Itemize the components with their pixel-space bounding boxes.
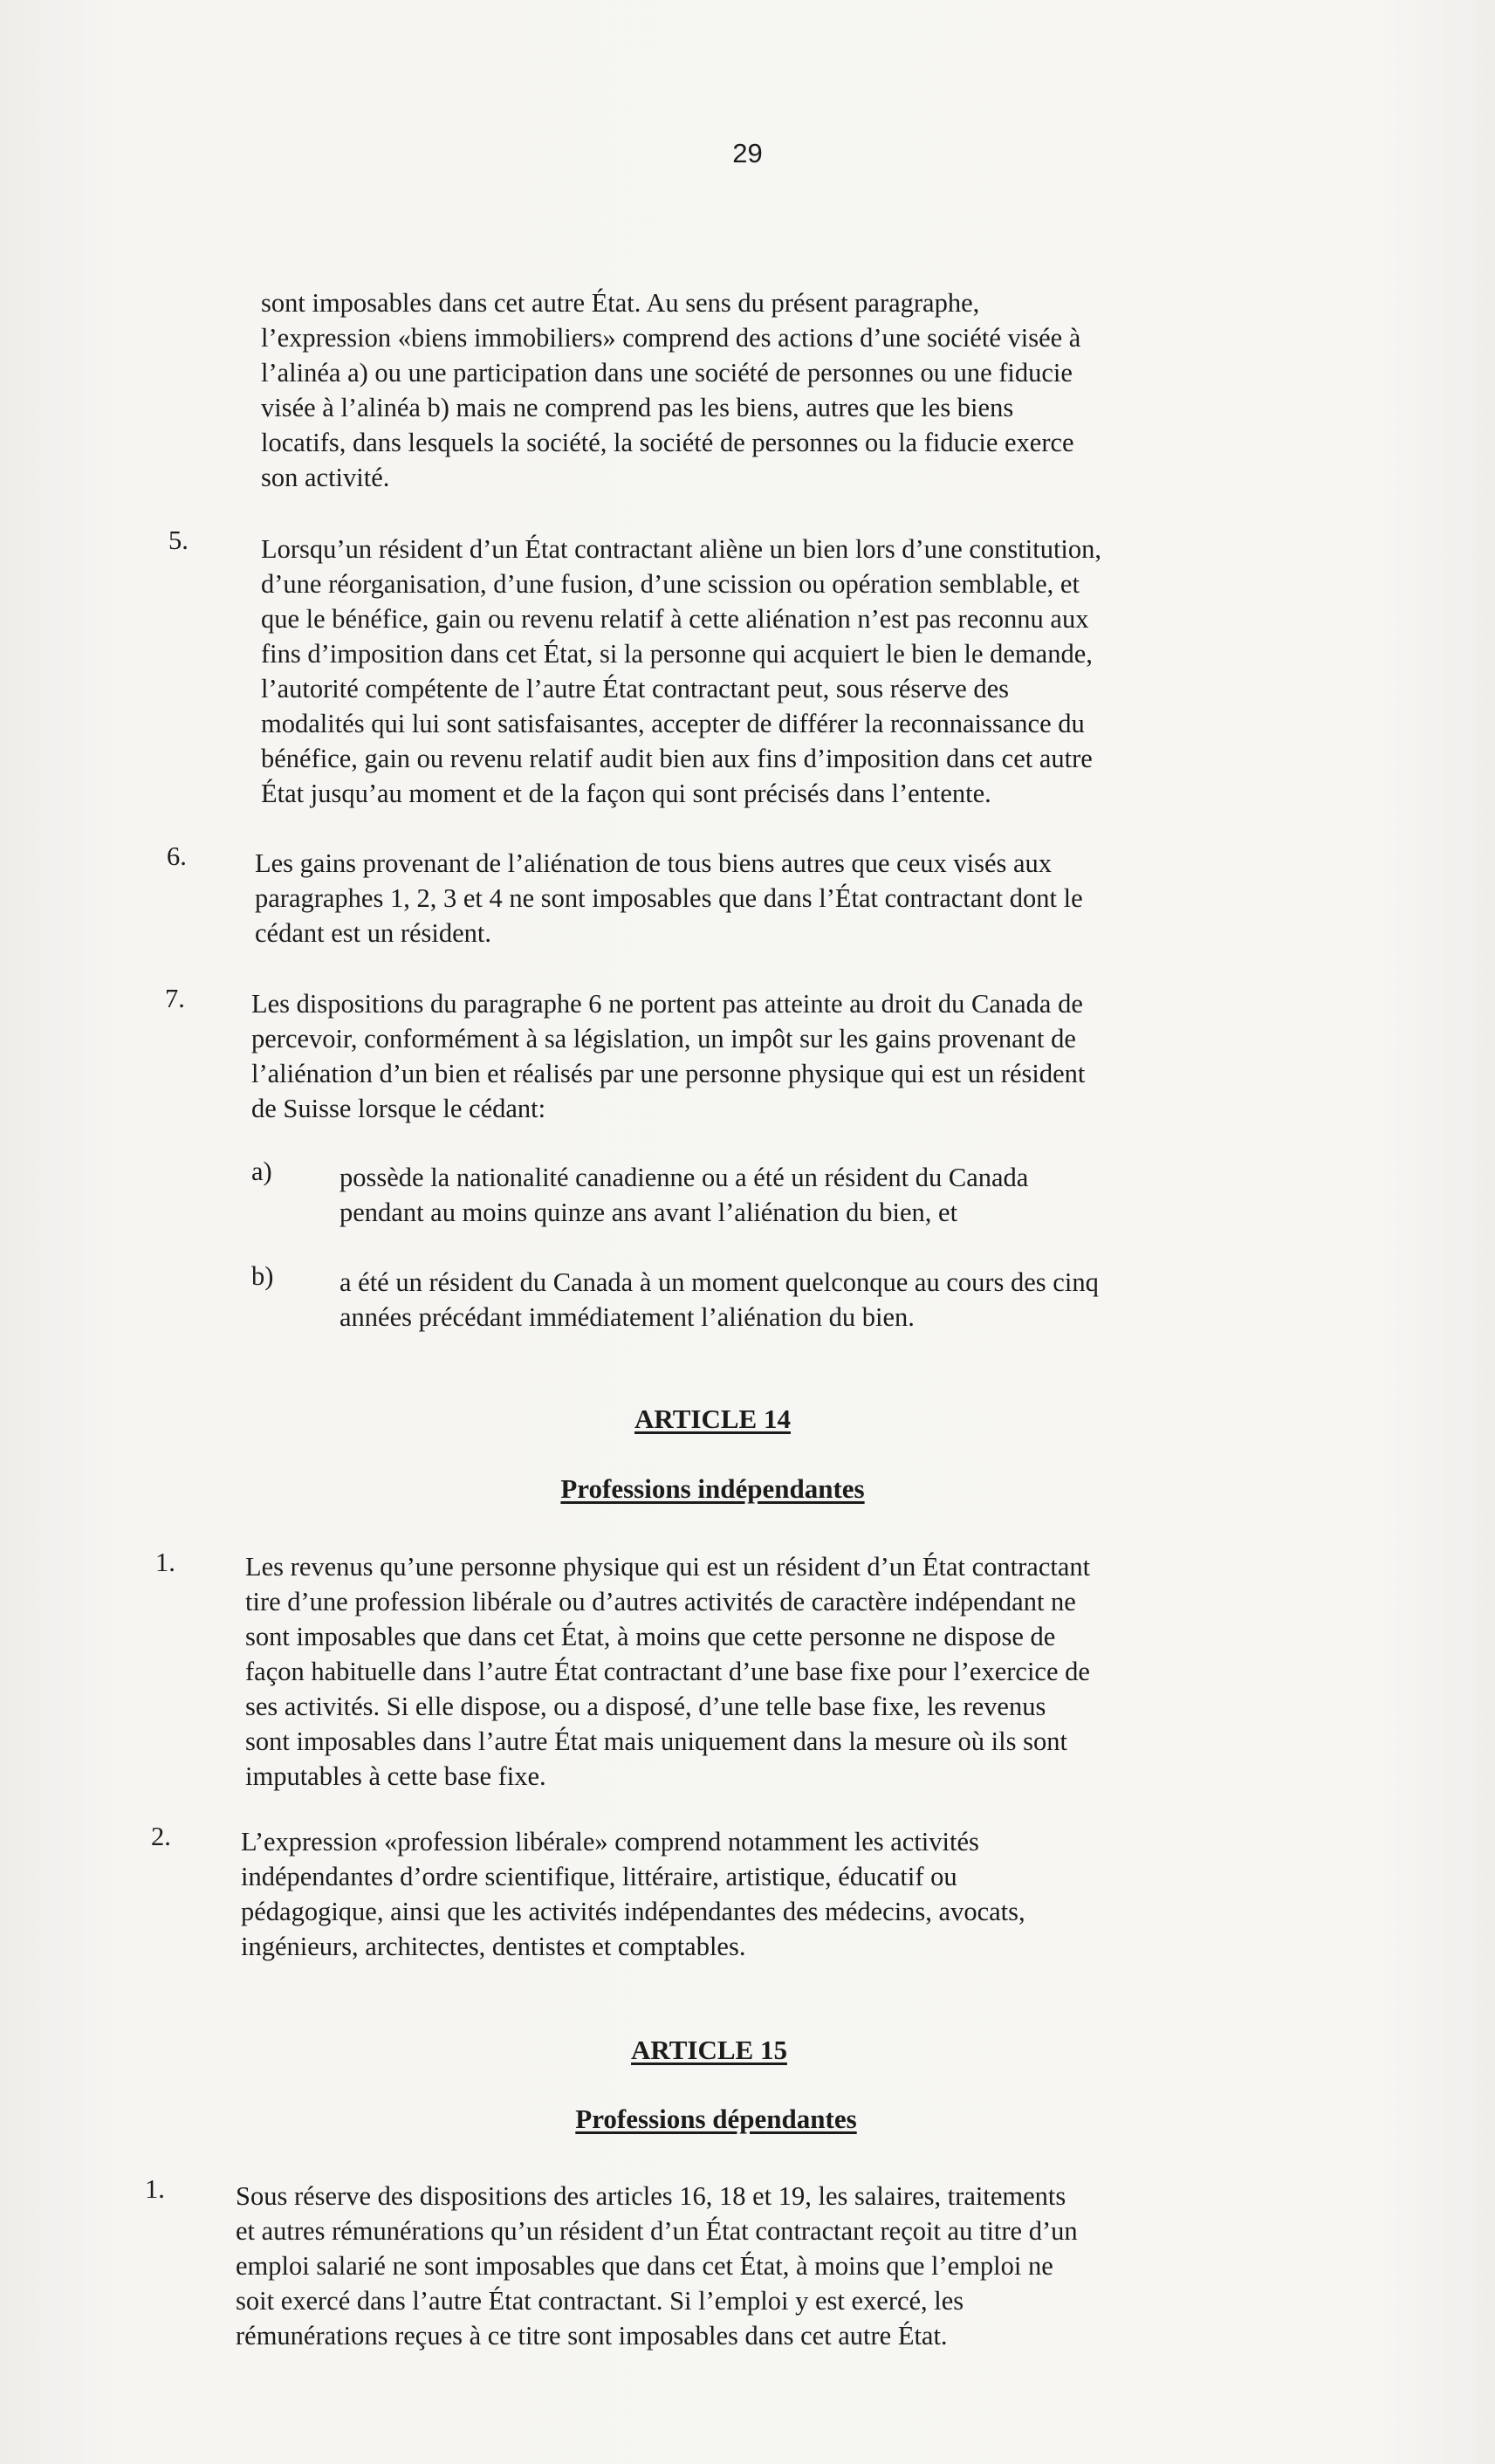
text-line: État jusqu’au moment et de la façon qui sont précisés dans l’entente. <box>261 779 991 808</box>
text-line: de Suisse lorsque le cédant: <box>251 1094 546 1123</box>
paragraph-number: 2. <box>151 1822 171 1851</box>
text-line: locatifs, dans lesquels la société, la société de personnes ou la fiducie exerce <box>261 428 1074 457</box>
text-line: Les revenus qu’une personne physique qui est un résident d’un État contractant <box>245 1552 1091 1582</box>
article-15-paragraph-1 <box>236 2179 1078 2353</box>
article-15-title: ARTICLE 15 <box>631 2035 787 2065</box>
text-line: a été un résident du Canada à un moment quelconque au cours des cinq <box>339 1267 1099 1297</box>
text-line: Les gains provenant de l’aliénation de tous biens autres que ceux visés aux <box>255 848 1053 878</box>
text-line: l’autorité compétente de l’autre État contractant peut, sous réserve des <box>261 674 1010 704</box>
text-line: paragraphes 1, 2, 3 et 4 ne sont imposables que dans l’État contractant dont le <box>255 883 1083 913</box>
text-line: emploi salarié ne sont imposables que dans cet État, à moins que l’emploi ne <box>236 2251 1053 2281</box>
article-14-subtitle: Professions indépendantes <box>560 1473 865 1504</box>
intro-paragraph <box>261 285 1080 495</box>
article-14-paragraph-2 <box>241 1824 1025 1964</box>
text-line: L’expression «profession libérale» comprend notamment les activités <box>241 1827 979 1857</box>
text-line: visée à l’alinéa b) mais ne comprend pas les biens, autres que les biens <box>261 393 1014 422</box>
text-line: Les dispositions du paragraphe 6 ne portent pas atteinte au droit du Canada de <box>251 989 1083 1019</box>
text-line: sont imposables dans cet autre État. Au sens du présent paragraphe, <box>261 288 980 318</box>
text-line: façon habituelle dans l’autre État contractant d’une base fixe pour l’exercice de <box>245 1657 1090 1686</box>
text-line: percevoir, conformément à sa législation, un impôt sur les gains provenant de <box>251 1024 1076 1054</box>
article-14-title: ARTICLE 14 <box>634 1404 791 1434</box>
article-14-paragraph-1 <box>245 1549 1090 1794</box>
text-line: pédagogique, ainsi que les activités indépendantes des médecins, avocats, <box>241 1897 1025 1926</box>
text-line: rémunérations reçues à ce titre sont imposables dans cet autre État. <box>236 2321 948 2351</box>
text-line: fins d’imposition dans cet État, si la personne qui acquiert le bien le demande, <box>261 639 1093 669</box>
text-line: ingénieurs, architectes, dentistes et comptables. <box>241 1932 746 1961</box>
sub-item-b <box>339 1265 1099 1335</box>
paragraph-number: 7. <box>165 984 185 1013</box>
paragraph-number: 1. <box>145 2174 165 2204</box>
text-line: cédant est un résident. <box>255 918 492 948</box>
article-15-subtitle: Professions dépendantes <box>575 2104 857 2134</box>
text-line: sont imposables dans l’autre État mais uniquement dans la mesure où ils sont <box>245 1726 1067 1756</box>
text-line: son activité. <box>261 463 390 492</box>
text-line: indépendantes d’ordre scientifique, littéraire, artistique, éducatif ou <box>241 1862 957 1891</box>
text-line: que le bénéfice, gain ou revenu relatif à cette aliénation n’est pas reconnu aux <box>261 604 1089 634</box>
paragraph-5 <box>261 532 1101 811</box>
text-line: sont imposables que dans cet État, à moins que cette personne ne dispose de <box>245 1622 1056 1651</box>
text-line: soit exercé dans l’autre État contractant. Si l’emploi y est exercé, les <box>236 2286 964 2316</box>
paragraph-number: 1. <box>155 1548 175 1577</box>
sub-item-a <box>339 1160 1028 1230</box>
paragraph-6 <box>255 846 1083 951</box>
item-letter: a) <box>251 1157 272 1186</box>
paragraph-number: 5. <box>168 525 189 555</box>
paragraph-number: 6. <box>167 841 187 871</box>
item-letter: b) <box>251 1261 274 1291</box>
text-line: l’aliénation d’un bien et réalisés par une personne physique qui est un résident <box>251 1059 1086 1088</box>
page-number: 29 <box>732 138 763 168</box>
text-line: ses activités. Si elle dispose, ou a disposé, d’une telle base fixe, les revenus <box>245 1692 1046 1721</box>
text-line: d’une réorganisation, d’une fusion, d’une scission ou opération semblable, et <box>261 569 1080 599</box>
text-line: Lorsqu’un résident d’un État contractant aliène un bien lors d’une constitution, <box>261 534 1102 564</box>
text-line: bénéfice, gain ou revenu relatif audit bien aux fins d’imposition dans cet autre <box>261 744 1093 773</box>
text-line: l’expression «biens immobiliers» comprend des actions d’une société visée à <box>261 323 1081 353</box>
text-line: modalités qui lui sont satisfaisantes, accepter de différer la reconnaissance du <box>261 709 1085 738</box>
text-line: possède la nationalité canadienne ou a été un résident du Canada <box>339 1163 1029 1192</box>
text-line: tire d’une profession libérale ou d’autres activités de caractère indépendant ne <box>245 1587 1076 1616</box>
paragraph-7 <box>251 986 1085 1126</box>
text-line: pendant au moins quinze ans avant l’aliénation du bien, et <box>339 1198 958 1227</box>
text-line: Sous réserve des dispositions des articles 16, 18 et 19, les salaires, traitements <box>236 2181 1066 2211</box>
text-line: années précédant immédiatement l’aliénation du bien. <box>339 1302 915 1332</box>
text-line: l’alinéa a) ou une participation dans une société de personnes ou une fiducie <box>261 358 1073 388</box>
text-line: imputables à cette base fixe. <box>245 1761 546 1791</box>
text-line: et autres rémunérations qu’un résident d’un État contractant reçoit au titre d’un <box>236 2216 1078 2246</box>
